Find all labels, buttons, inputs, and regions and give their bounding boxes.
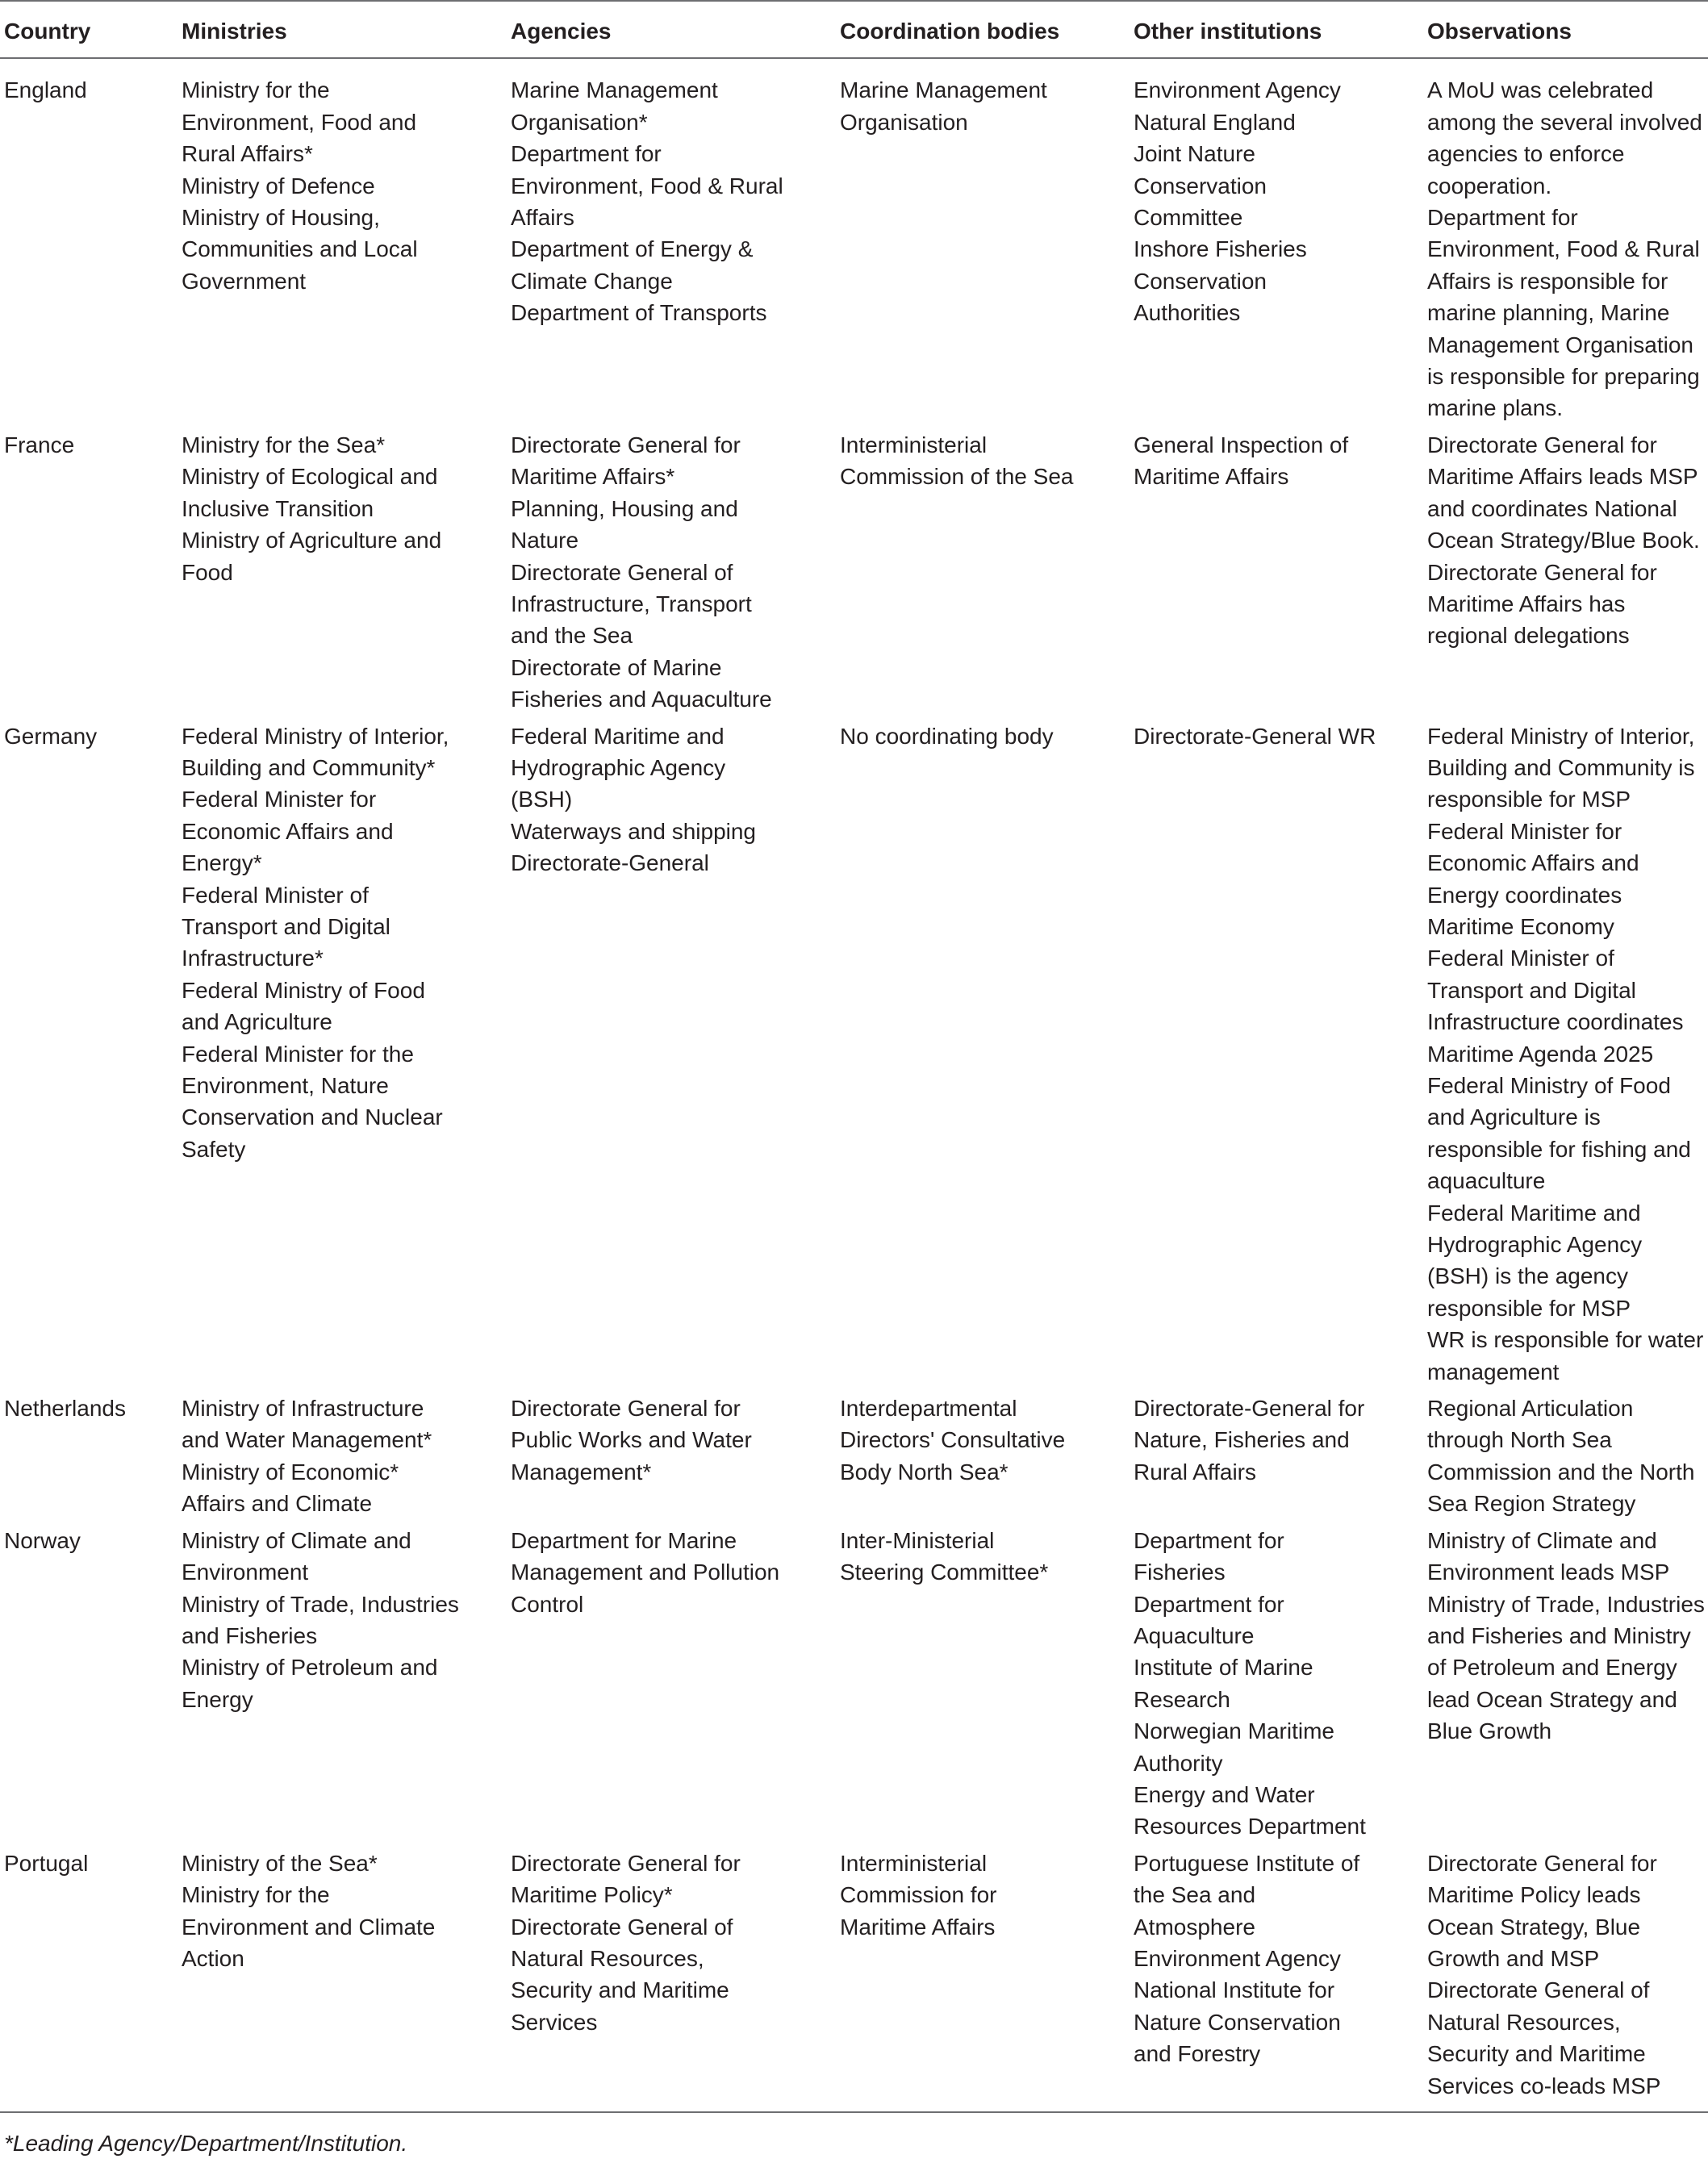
cell-text-line: Authority <box>1134 1750 1223 1776</box>
cell-text-line: Research <box>1134 1686 1230 1712</box>
coordination-bodies-cell <box>836 58 1130 428</box>
cell-text-line: lead Ocean Strategy and <box>1427 1686 1677 1712</box>
cell-text-line: Ministry of Housing, <box>182 205 380 231</box>
ministries-cell <box>177 720 507 1393</box>
cell-text-line: Interministerial <box>840 432 988 457</box>
cell-text-line: Sea Region Strategy <box>1427 1491 1636 1517</box>
cell-text-line: of Petroleum and Energy <box>1427 1655 1677 1681</box>
cell-text-line: Ministry of Climate and <box>1427 1527 1657 1553</box>
cell-text-line: Growth and MSP <box>1427 1945 1600 1971</box>
table-footnote: *Leading Agency/Department/Institution. <box>4 2131 408 2156</box>
country-name: France <box>4 432 75 457</box>
header-observations: Observations <box>1423 1 1708 58</box>
observations-cell <box>1423 1393 1708 1525</box>
agencies-cell <box>507 58 836 428</box>
cell-text-line: Services co-leads MSP <box>1427 2073 1661 2098</box>
cell-text-line: Marine Management <box>511 77 718 103</box>
cell-text-line: Natural England <box>1134 109 1296 135</box>
cell-text-line: Maritime Affairs <box>840 1914 996 1940</box>
cell-text-line: Rural Affairs <box>1134 1459 1256 1484</box>
cell-text-line: Department for Marine <box>511 1527 737 1553</box>
cell-text-line: Environment Agency <box>1134 1945 1341 1971</box>
cell-text-line: Fisheries <box>1134 1560 1226 1585</box>
cell-text-line: Ocean Strategy, Blue <box>1427 1914 1641 1940</box>
cell-text-line: Ministry of Infrastructure <box>182 1396 424 1422</box>
table-row <box>0 429 1708 720</box>
cell-text-line: Ministry of Economic* <box>182 1459 399 1484</box>
cell-text-line: Joint Nature <box>1134 141 1255 167</box>
cell-text-line: WR is responsible for water <box>1427 1327 1704 1353</box>
cell-text-line: Environment, Food & Rural <box>511 173 783 198</box>
other-institutions-cell <box>1130 1525 1423 1848</box>
cell-text-line: through North Sea <box>1427 1427 1612 1453</box>
cell-text-line: Maritime Policy leads <box>1427 1882 1641 1908</box>
cell-text-line: Inter-Ministerial <box>840 1527 995 1553</box>
cell-text-line: cooperation. <box>1427 173 1552 198</box>
cell-text-line: Ocean Strategy/Blue Book. <box>1427 528 1700 553</box>
ministries-cell <box>177 1525 507 1848</box>
cell-text-line: Commission and the North <box>1427 1459 1695 1484</box>
cell-text-line: Planning, Housing and <box>511 495 738 521</box>
cell-text-line: Maritime Affairs leads MSP <box>1427 464 1698 490</box>
header-agencies: Agencies <box>507 1 836 58</box>
cell-text-line: Ministry of Climate and <box>182 1527 411 1553</box>
cell-text-line: is responsible for preparing <box>1427 364 1700 390</box>
cell-text-line: Ministry of Ecological and <box>182 464 438 490</box>
cell-text-line: Directorate-General for <box>1134 1396 1365 1422</box>
cell-text-line: Management and Pollution <box>511 1560 780 1585</box>
table-row <box>0 1525 1708 1848</box>
cell-text-line: Ministry of Petroleum and <box>182 1655 438 1681</box>
observations-cell <box>1423 429 1708 720</box>
cell-text-line: Management* <box>511 1459 652 1484</box>
cell-text-line: responsible for fishing and <box>1427 1136 1691 1162</box>
cell-text-line: and Forestry <box>1134 2041 1261 2067</box>
cell-text-line: regional delegations <box>1427 623 1630 649</box>
cell-text-line: Security and Maritime <box>1427 2041 1646 2067</box>
cell-text-line: Department for <box>511 141 662 167</box>
other-institutions-cell <box>1130 1848 1423 2112</box>
cell-text-line: Directors' Consultative <box>840 1427 1066 1453</box>
cell-text-line: Ministry of the Sea* <box>182 1850 378 1876</box>
cell-text-line: Security and Maritime <box>511 1977 729 2003</box>
cell-text-line: Directorate General for <box>1427 432 1657 457</box>
observations-cell <box>1423 58 1708 428</box>
cell-text-line: Building and Community* <box>182 754 436 780</box>
cell-text-line: Interdepartmental <box>840 1396 1017 1422</box>
cell-text-line: National Institute for <box>1134 1977 1335 2003</box>
cell-text-line: No coordinating body <box>840 723 1054 749</box>
agencies-cell <box>507 1848 836 2112</box>
cell-text-line: Organisation <box>840 109 968 135</box>
cell-text-line: Directorate General of <box>1427 1977 1650 2003</box>
cell-text-line: Climate Change <box>511 268 673 294</box>
cell-text-line: Ministry of Agriculture and <box>182 528 442 553</box>
cell-text-line: Transport and Digital <box>1427 977 1636 1003</box>
cell-text-line: Directorate-General <box>511 850 709 876</box>
country-cell <box>0 1525 177 1848</box>
cell-text-line: Ministry for the <box>182 1882 330 1908</box>
table-row <box>0 720 1708 1393</box>
cell-text-line: Department of Energy & <box>511 236 754 262</box>
cell-text-line: (BSH) is the agency <box>1427 1263 1628 1289</box>
cell-text-line: Directorate General for <box>511 432 741 457</box>
coordination-bodies-cell <box>836 429 1130 720</box>
coordination-bodies-cell <box>836 1393 1130 1525</box>
cell-text-line: Fisheries and Aquaculture <box>511 687 772 712</box>
cell-text-line: Committee <box>1134 205 1243 231</box>
observations-cell <box>1423 1525 1708 1848</box>
coordination-bodies-cell <box>836 1525 1130 1848</box>
cell-text-line: Inclusive Transition <box>182 495 374 521</box>
header-other-institutions: Other institutions <box>1130 1 1423 58</box>
cell-text-line: Interministerial <box>840 1850 988 1876</box>
cell-text-line: Maritime Affairs has <box>1427 591 1626 616</box>
cell-text-line: Control <box>511 1591 584 1617</box>
cell-text-line: Energy <box>182 1686 253 1712</box>
country-name: Netherlands <box>4 1396 126 1422</box>
cell-text-line: management <box>1427 1359 1560 1384</box>
cell-text-line: and Fisheries <box>182 1622 318 1648</box>
ministries-cell <box>177 429 507 720</box>
cell-text-line: Energy and Water <box>1134 1781 1315 1807</box>
cell-text-line: Federal Minister for the <box>182 1041 414 1067</box>
country-name: Portugal <box>4 1850 89 1876</box>
cell-text-line: Atmosphere <box>1134 1914 1255 1940</box>
header-country: Country <box>0 1 177 58</box>
header-coordination-bodies: Coordination bodies <box>836 1 1130 58</box>
other-institutions-cell <box>1130 1393 1423 1525</box>
cell-text-line: Federal Ministry of Food <box>182 977 425 1003</box>
cell-text-line: Hydrographic Agency <box>1427 1232 1643 1258</box>
table-row <box>0 1848 1708 2112</box>
cell-text-line: Federal Ministry of Interior, <box>182 723 449 749</box>
cell-text-line: Environment, Nature <box>182 1073 389 1098</box>
cell-text-line: Resources Department <box>1134 1814 1366 1839</box>
cell-text-line: Natural Resources, <box>1427 2009 1621 2035</box>
cell-text-line: Building and Community is <box>1427 754 1695 780</box>
cell-text-line: Institute of Marine <box>1134 1655 1313 1681</box>
cell-text-line: Government <box>182 268 307 294</box>
cell-text-line: Economic Affairs and <box>1427 850 1639 876</box>
country-cell <box>0 720 177 1393</box>
cell-text-line: Public Works and Water <box>511 1427 752 1453</box>
country-name: England <box>4 77 87 103</box>
cell-text-line: Transport and Digital <box>182 913 390 939</box>
country-name: Germany <box>4 723 98 749</box>
cell-text-line: Environment, Food & Rural <box>1427 236 1700 262</box>
cell-text-line: Portuguese Institute of <box>1134 1850 1360 1876</box>
cell-text-line: Federal Minister for <box>1427 818 1622 844</box>
cell-text-line: Waterways and shipping <box>511 818 757 844</box>
cell-text-line: Affairs and Climate <box>182 1491 373 1517</box>
cell-text-line: Affairs is responsible for <box>1427 268 1668 294</box>
cell-text-line: Economic Affairs and <box>182 818 394 844</box>
cell-text-line: Maritime Agenda 2025 <box>1427 1041 1654 1067</box>
other-institutions-cell <box>1130 58 1423 428</box>
table-body <box>0 58 1708 2112</box>
country-cell <box>0 1848 177 2112</box>
cell-text-line: Ministry of Trade, Industries <box>182 1591 459 1617</box>
cell-text-line: Environment Agency <box>1134 77 1341 103</box>
cell-text-line: Nature <box>511 528 579 553</box>
cell-text-line: Management Organisation <box>1427 332 1693 357</box>
cell-text-line: and the Sea <box>511 623 633 649</box>
cell-text-line: Federal Maritime and <box>511 723 725 749</box>
cell-text-line: Organisation* <box>511 109 648 135</box>
cell-text-line: Action <box>182 1945 244 1971</box>
cell-text-line: and Water Management* <box>182 1427 432 1453</box>
cell-text-line: Directorate-General WR <box>1134 723 1376 749</box>
cell-text-line: Steering Committee* <box>840 1560 1049 1585</box>
cell-text-line: Directorate General of <box>511 1914 733 1940</box>
cell-text-line: Department of Transports <box>511 300 767 326</box>
cell-text-line: Infrastructure* <box>182 946 324 971</box>
cell-text-line: Federal Maritime and <box>1427 1200 1641 1226</box>
cell-text-line: Nature, Fisheries and <box>1134 1427 1350 1453</box>
cell-text-line: Directorate General for <box>1427 1850 1657 1876</box>
cell-text-line: Environment and Climate <box>182 1914 436 1940</box>
agencies-cell <box>507 429 836 720</box>
cell-text-line: Directorate General for <box>511 1850 741 1876</box>
cell-text-line: Commission of the Sea <box>840 464 1074 490</box>
cell-text-line: among the several involved <box>1427 109 1702 135</box>
observations-cell <box>1423 720 1708 1393</box>
cell-text-line: Ministry of Defence <box>182 173 375 198</box>
cell-text-line: and coordinates National <box>1427 495 1677 521</box>
cell-text-line: Maritime Policy* <box>511 1882 673 1908</box>
cell-text-line: Affairs <box>511 205 574 231</box>
cell-text-line: Nature Conservation <box>1134 2009 1341 2035</box>
cell-text-line: Environment leads MSP <box>1427 1560 1670 1585</box>
other-institutions-cell <box>1130 720 1423 1393</box>
cell-text-line: Maritime Affairs* <box>511 464 675 490</box>
header-row <box>0 1 1708 58</box>
cell-text-line: and Agriculture is <box>1427 1104 1601 1130</box>
cell-text-line: Maritime Economy <box>1427 913 1614 939</box>
table-header <box>0 1 1708 58</box>
cell-text-line: Hydrographic Agency <box>511 754 726 780</box>
cell-text-line: Ministry for the <box>182 77 330 103</box>
cell-text-line: Commission for <box>840 1882 997 1908</box>
cell-text-line: Blue Growth <box>1427 1718 1552 1744</box>
cell-text-line: Rural Affairs* <box>182 141 313 167</box>
cell-text-line: Ministry of Trade, Industries <box>1427 1591 1705 1617</box>
cell-text-line: Services <box>511 2009 598 2035</box>
cell-text-line: Energy coordinates <box>1427 882 1622 908</box>
coordination-bodies-cell <box>836 720 1130 1393</box>
cell-text-line: Ministry for the Sea* <box>182 432 386 457</box>
cell-text-line: Department for <box>1427 205 1578 231</box>
ministries-cell <box>177 58 507 428</box>
cell-text-line: Infrastructure coordinates <box>1427 1009 1684 1035</box>
cell-text-line: responsible for MSP <box>1427 787 1631 812</box>
cell-text-line: Body North Sea* <box>840 1459 1009 1484</box>
other-institutions-cell <box>1130 429 1423 720</box>
cell-text-line: Department for <box>1134 1591 1284 1617</box>
cell-text-line: Directorate of Marine <box>511 654 722 680</box>
cell-text-line: Department for <box>1134 1527 1284 1553</box>
cell-text-line: Food <box>182 559 233 585</box>
cell-text-line: Conservation <box>1134 268 1267 294</box>
agencies-cell <box>507 720 836 1393</box>
cell-text-line: Environment <box>182 1560 309 1585</box>
cell-text-line: General Inspection of <box>1134 432 1349 457</box>
table-row <box>0 58 1708 428</box>
cell-text-line: Federal Minister for <box>182 787 377 812</box>
cell-text-line: Federal Minister of <box>182 882 369 908</box>
cell-text-line: Communities and Local <box>182 236 418 262</box>
cell-text-line: marine planning, Marine <box>1427 300 1670 326</box>
cell-text-line: Directorate General of <box>511 559 733 585</box>
observations-cell <box>1423 1848 1708 2112</box>
cell-text-line: Federal Minister of <box>1427 946 1614 971</box>
cell-text-line: Directorate General for <box>511 1396 741 1422</box>
country-cell <box>0 1393 177 1525</box>
country-cell <box>0 429 177 720</box>
header-ministries: Ministries <box>177 1 507 58</box>
cell-text-line: Conservation <box>1134 173 1267 198</box>
cell-text-line: Aquaculture <box>1134 1622 1255 1648</box>
cell-text-line: Marine Management <box>840 77 1047 103</box>
cell-text-line: Federal Ministry of Food <box>1427 1073 1671 1098</box>
table-row <box>0 1393 1708 1525</box>
cell-text-line: Norwegian Maritime <box>1134 1718 1334 1744</box>
cell-text-line: Maritime Affairs <box>1134 464 1289 490</box>
cell-text-line: and Agriculture <box>182 1009 332 1035</box>
cell-text-line: the Sea and <box>1134 1882 1256 1908</box>
cell-text-line: Authorities <box>1134 300 1241 326</box>
cell-text-line: aquaculture <box>1427 1168 1546 1194</box>
cell-text-line: Conservation and Nuclear <box>182 1104 443 1130</box>
country-cell <box>0 58 177 428</box>
ministries-cell <box>177 1393 507 1525</box>
cell-text-line: (BSH) <box>511 787 573 812</box>
cell-text-line: Safety <box>182 1136 246 1162</box>
cell-text-line: Environment, Food and <box>182 109 417 135</box>
cell-text-line: responsible for MSP <box>1427 1295 1631 1321</box>
agencies-cell <box>507 1393 836 1525</box>
cell-text-line: and Fisheries and Ministry <box>1427 1622 1691 1648</box>
cell-text-line: Infrastructure, Transport <box>511 591 752 616</box>
cell-text-line: Inshore Fisheries <box>1134 236 1307 262</box>
cell-text-line: agencies to enforce <box>1427 141 1625 167</box>
cell-text-line: Natural Resources, <box>511 1945 704 1971</box>
cell-text-line: Regional Articulation <box>1427 1396 1634 1422</box>
cell-text-line: Energy* <box>182 850 262 876</box>
cell-text-line: Directorate General for <box>1427 559 1657 585</box>
agencies-cell <box>507 1525 836 1848</box>
country-name: Norway <box>4 1527 81 1553</box>
cell-text-line: Federal Ministry of Interior, <box>1427 723 1695 749</box>
coordination-bodies-cell <box>836 1848 1130 2112</box>
cell-text-line: marine plans. <box>1427 395 1564 421</box>
ministries-cell <box>177 1848 507 2112</box>
cell-text-line: A MoU was celebrated <box>1427 77 1654 103</box>
